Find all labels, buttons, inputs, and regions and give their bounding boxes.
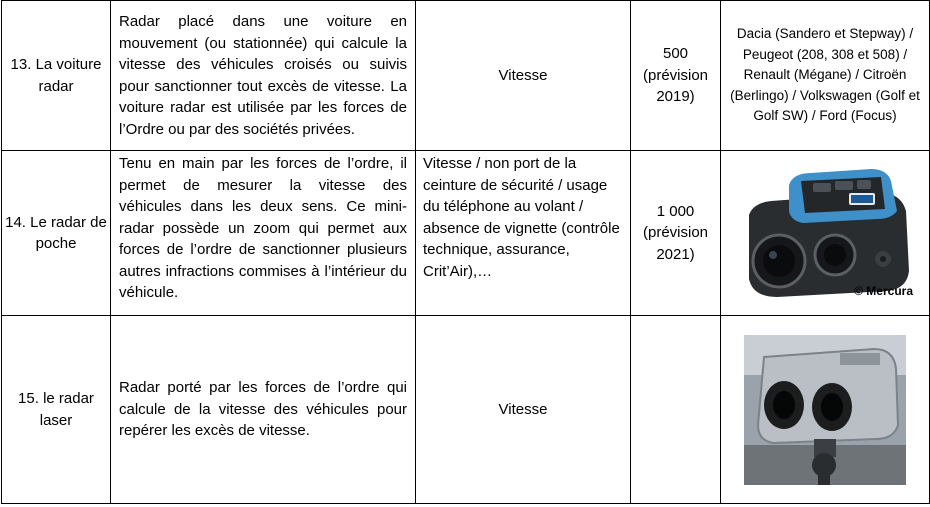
radar-description: Radar placé dans une voiture en mouvement (ou stationnée) qui calcule la vitesse des véhicules croisés ou suivis pour sanctionner tout excès de vitesse. La voiture radar est utilisée par les forces de l’Ordre ou par des sociétés privées. xyxy=(111,1,416,151)
laser-radar-illustration xyxy=(744,335,906,485)
radar-table xyxy=(1,0,930,504)
radar-image-cell xyxy=(721,151,930,316)
radar-image-cell xyxy=(721,316,930,504)
radar-count: 1 000 (prévision 2021) xyxy=(631,151,721,316)
table-row xyxy=(2,1,930,151)
radar-infractions: Vitesse xyxy=(416,316,631,504)
image-credit: © Mercura xyxy=(854,283,913,298)
radar-count xyxy=(631,316,721,504)
radar-description: Radar porté par les forces de l’ordre qui calcule de la vitesse des véhicules pour repérer les excès de vitesse. xyxy=(111,316,416,504)
radar-label: 13. La voiture radar xyxy=(2,1,111,151)
radar-label: 14. Le radar de poche xyxy=(2,151,111,316)
table-row xyxy=(2,316,930,504)
radar-description: Tenu en main par les forces de l’ordre, il permet de mesurer la vitesse des véhicules dans les deux sens. Ce mini-radar possède un zoom qui permet aux forces de l’ordre de sanctionner plusieurs autres infractions commises à l’intérieur du véhicule. xyxy=(111,151,416,316)
laser-radar-image xyxy=(744,335,906,485)
pocket-radar-image xyxy=(731,163,919,303)
table-row xyxy=(2,151,930,316)
radar-infractions: Vitesse xyxy=(416,1,631,151)
radar-infractions: Vitesse / non port de la ceinture de sécurité / usage du téléphone au volant / absence de vignette (contrôle technique, assurance, Crit’Air),… xyxy=(416,151,631,316)
radar-label: 15. le radar laser xyxy=(2,316,111,504)
radar-models: Dacia (Sandero et Stepway) / Peugeot (208, 308 et 508) / Renault (Mégane) / Citroën (Berlingo) / Volkswagen (Golf et Golf SW) / Ford (Focus) xyxy=(721,1,930,151)
radar-count: 500 (prévision 2019) xyxy=(631,1,721,151)
